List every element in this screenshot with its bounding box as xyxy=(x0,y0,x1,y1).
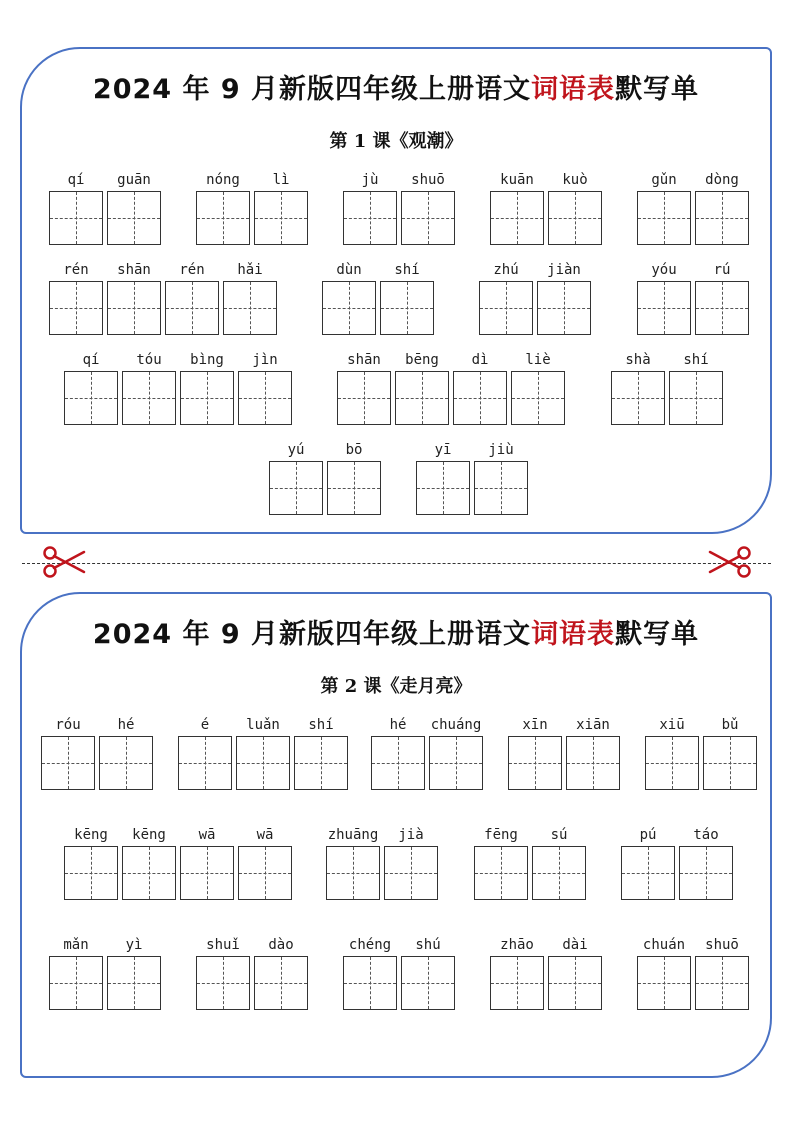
character-cell xyxy=(635,169,693,245)
title-suffix: 默写单 xyxy=(615,619,700,650)
character-cell xyxy=(382,824,440,900)
character-cell xyxy=(488,934,546,1010)
character-cell xyxy=(252,169,310,245)
writing-box[interactable] xyxy=(669,371,723,425)
writing-box[interactable] xyxy=(474,846,528,900)
writing-box[interactable] xyxy=(236,736,290,790)
pinyin-label: bō xyxy=(345,442,363,458)
character-cell xyxy=(194,934,252,1010)
word-group xyxy=(335,349,567,425)
pinyin-label: sú xyxy=(550,827,568,843)
pinyin-label: yì xyxy=(125,937,143,953)
character-cell xyxy=(292,714,350,790)
character-cell xyxy=(47,169,105,245)
worksheet-title xyxy=(22,67,770,106)
character-cell xyxy=(163,259,221,335)
writing-box[interactable] xyxy=(196,956,250,1010)
character-cell xyxy=(546,934,604,1010)
writing-box[interactable] xyxy=(107,956,161,1010)
word-group xyxy=(324,824,440,900)
pinyin-label: jìn xyxy=(252,352,278,368)
writing-box[interactable] xyxy=(474,461,528,515)
writing-box[interactable] xyxy=(165,281,219,335)
pinyin-label: shuō xyxy=(411,172,445,188)
writing-box[interactable] xyxy=(371,736,425,790)
lesson-title: 第 1 课《观潮》 xyxy=(329,131,463,152)
writing-box[interactable] xyxy=(479,281,533,335)
writing-box[interactable] xyxy=(548,191,602,245)
pinyin-label: chuáng xyxy=(430,717,482,733)
writing-box[interactable] xyxy=(703,736,757,790)
word-group xyxy=(341,169,457,245)
pinyin-label: rén xyxy=(63,262,89,278)
character-cell xyxy=(693,169,751,245)
character-cell xyxy=(369,714,427,790)
writing-box[interactable] xyxy=(337,371,391,425)
character-cell xyxy=(667,349,725,425)
writing-box[interactable] xyxy=(99,736,153,790)
word-group xyxy=(414,439,530,515)
writing-box[interactable] xyxy=(238,371,292,425)
pinyin-label: kuò xyxy=(562,172,588,188)
pinyin-label: shuō xyxy=(705,937,739,953)
character-cell xyxy=(335,349,393,425)
writing-box[interactable] xyxy=(401,956,455,1010)
character-cell xyxy=(341,934,399,1010)
word-group xyxy=(635,169,751,245)
pinyin-label: bìng xyxy=(190,352,224,368)
pinyin-label: jiàn xyxy=(547,262,581,278)
pinyin-label: luǎn xyxy=(246,717,280,733)
pinyin-label: rú xyxy=(713,262,731,278)
lesson-title: 第 2 课《走月亮》 xyxy=(320,676,472,697)
character-cell xyxy=(62,349,120,425)
character-cell xyxy=(451,349,509,425)
scissors-icon xyxy=(40,545,86,583)
character-cell xyxy=(509,349,567,425)
word-group xyxy=(176,714,350,790)
title-suffix: 默写单 xyxy=(615,74,700,105)
word-group xyxy=(341,934,457,1010)
writing-box[interactable] xyxy=(416,461,470,515)
pinyin-label: xīn xyxy=(522,717,548,733)
word-group xyxy=(635,259,751,335)
writing-box[interactable] xyxy=(326,846,380,900)
character-cell xyxy=(105,934,163,1010)
pinyin-label: qí xyxy=(67,172,85,188)
character-cell xyxy=(267,439,325,515)
pinyin-label: shuǐ xyxy=(206,937,240,953)
pinyin-label: bǔ xyxy=(721,717,739,733)
writing-box[interactable] xyxy=(178,736,232,790)
writing-box[interactable] xyxy=(490,956,544,1010)
character-cell xyxy=(325,439,383,515)
character-cell xyxy=(236,349,294,425)
character-cell xyxy=(535,259,593,335)
writing-box[interactable] xyxy=(532,846,586,900)
word-group xyxy=(47,169,163,245)
pinyin-label: rén xyxy=(179,262,205,278)
writing-box[interactable] xyxy=(238,846,292,900)
writing-box[interactable] xyxy=(537,281,591,335)
writing-box[interactable] xyxy=(429,736,483,790)
writing-box[interactable] xyxy=(695,281,749,335)
writing-box[interactable] xyxy=(645,736,699,790)
pinyin-label: dùn xyxy=(336,262,362,278)
writing-box[interactable] xyxy=(327,461,381,515)
character-cell xyxy=(194,169,252,245)
title-highlight: 词语表 xyxy=(531,74,616,105)
pinyin-label: hé xyxy=(389,717,407,733)
word-group xyxy=(369,714,485,790)
writing-box[interactable] xyxy=(64,846,118,900)
pinyin-label: táo xyxy=(693,827,719,843)
word-group xyxy=(619,824,735,900)
character-cell xyxy=(619,824,677,900)
worksheet-card-lesson-1 xyxy=(20,47,772,534)
pinyin-label: shān xyxy=(117,262,151,278)
character-cell xyxy=(378,259,436,335)
pinyin-label: chuán xyxy=(642,937,686,953)
character-cell xyxy=(609,349,667,425)
writing-box[interactable] xyxy=(343,956,397,1010)
cut-line xyxy=(22,563,771,564)
pinyin-label: mǎn xyxy=(63,937,89,953)
pinyin-label: gǔn xyxy=(651,172,677,188)
writing-box[interactable] xyxy=(401,191,455,245)
word-group xyxy=(609,349,725,425)
pinyin-label: jiù xyxy=(488,442,514,458)
writing-box[interactable] xyxy=(41,736,95,790)
character-cell xyxy=(320,259,378,335)
writing-box[interactable] xyxy=(254,191,308,245)
character-cell xyxy=(564,714,622,790)
pinyin-label: kuān xyxy=(500,172,534,188)
writing-box[interactable] xyxy=(223,281,277,335)
character-cell xyxy=(399,934,457,1010)
pinyin-label: liè xyxy=(525,352,551,368)
character-cell xyxy=(701,714,759,790)
pinyin-label: zhuāng xyxy=(327,827,379,843)
writing-box[interactable] xyxy=(269,461,323,515)
pinyin-label: shí xyxy=(308,717,334,733)
pinyin-label: zhú xyxy=(493,262,519,278)
pinyin-label: yú xyxy=(287,442,305,458)
pinyin-label: bēng xyxy=(405,352,439,368)
pinyin-label: yī xyxy=(434,442,452,458)
pinyin-label: nóng xyxy=(206,172,240,188)
pinyin-label: pú xyxy=(639,827,657,843)
pinyin-label: hé xyxy=(117,717,135,733)
writing-box[interactable] xyxy=(679,846,733,900)
character-cell xyxy=(105,169,163,245)
character-cell xyxy=(39,714,97,790)
writing-box[interactable] xyxy=(254,956,308,1010)
pinyin-label: chéng xyxy=(348,937,392,953)
word-group xyxy=(47,934,163,1010)
character-cell xyxy=(120,824,178,900)
writing-box[interactable] xyxy=(611,371,665,425)
character-cell xyxy=(47,934,105,1010)
writing-box[interactable] xyxy=(122,846,176,900)
character-cell xyxy=(252,934,310,1010)
character-cell xyxy=(477,259,535,335)
writing-box[interactable] xyxy=(49,956,103,1010)
writing-box[interactable] xyxy=(380,281,434,335)
character-cell xyxy=(643,714,701,790)
pinyin-label: jù xyxy=(361,172,379,188)
pinyin-label: róu xyxy=(55,717,81,733)
character-cell xyxy=(399,169,457,245)
pinyin-label: wā xyxy=(256,827,274,843)
word-group xyxy=(47,259,279,335)
word-group xyxy=(194,169,310,245)
writing-box[interactable] xyxy=(508,736,562,790)
word-group xyxy=(39,714,155,790)
character-cell xyxy=(546,169,604,245)
character-cell xyxy=(105,259,163,335)
writing-box[interactable] xyxy=(196,191,250,245)
pinyin-label: dào xyxy=(268,937,294,953)
writing-box[interactable] xyxy=(511,371,565,425)
writing-box[interactable] xyxy=(343,191,397,245)
character-cell xyxy=(97,714,155,790)
character-cell xyxy=(506,714,564,790)
pinyin-label: wā xyxy=(198,827,216,843)
pinyin-label: dài xyxy=(562,937,588,953)
character-cell xyxy=(234,714,292,790)
character-cell xyxy=(393,349,451,425)
character-cell xyxy=(221,259,279,335)
writing-box[interactable] xyxy=(695,956,749,1010)
pinyin-label: shí xyxy=(683,352,709,368)
title-prefix: 2024 年 9 月新版四年级上册语文 xyxy=(92,619,532,650)
character-cell xyxy=(693,934,751,1010)
writing-box[interactable] xyxy=(322,281,376,335)
character-cell xyxy=(62,824,120,900)
scissors-icon xyxy=(708,545,754,583)
character-cell xyxy=(693,259,751,335)
writing-box[interactable] xyxy=(107,281,161,335)
character-cell xyxy=(178,349,236,425)
pinyin-label: shà xyxy=(625,352,651,368)
writing-box[interactable] xyxy=(294,736,348,790)
writing-box[interactable] xyxy=(107,191,161,245)
character-cell xyxy=(635,259,693,335)
word-group xyxy=(472,824,588,900)
word-group xyxy=(477,259,593,335)
character-cell xyxy=(414,439,472,515)
pinyin-label: shú xyxy=(415,937,441,953)
word-group xyxy=(643,714,759,790)
pinyin-label: hǎi xyxy=(237,262,263,278)
character-cell xyxy=(47,259,105,335)
word-group xyxy=(62,824,294,900)
pinyin-label: dì xyxy=(471,352,489,368)
pinyin-label: jià xyxy=(398,827,424,843)
writing-box[interactable] xyxy=(548,956,602,1010)
word-group xyxy=(62,349,294,425)
writing-box[interactable] xyxy=(180,846,234,900)
character-cell xyxy=(120,349,178,425)
word-group xyxy=(320,259,436,335)
word-group xyxy=(635,934,751,1010)
writing-box[interactable] xyxy=(566,736,620,790)
pinyin-label: xiān xyxy=(576,717,610,733)
pinyin-label: tóu xyxy=(136,352,162,368)
pinyin-label: shān xyxy=(347,352,381,368)
character-cell xyxy=(324,824,382,900)
pinyin-label: lì xyxy=(272,172,290,188)
writing-box[interactable] xyxy=(453,371,507,425)
character-cell xyxy=(488,169,546,245)
character-cell xyxy=(427,714,485,790)
pinyin-label: zhāo xyxy=(500,937,534,953)
writing-box[interactable] xyxy=(395,371,449,425)
writing-box[interactable] xyxy=(695,191,749,245)
pinyin-label: kēng xyxy=(132,827,166,843)
word-group xyxy=(488,934,604,1010)
pinyin-label: dòng xyxy=(705,172,739,188)
writing-box[interactable] xyxy=(64,371,118,425)
title-prefix: 2024 年 9 月新版四年级上册语文 xyxy=(92,74,532,105)
writing-box[interactable] xyxy=(637,956,691,1010)
character-cell xyxy=(472,824,530,900)
writing-box[interactable] xyxy=(490,191,544,245)
word-group xyxy=(194,934,310,1010)
writing-box[interactable] xyxy=(384,846,438,900)
character-cell xyxy=(236,824,294,900)
worksheet-card-lesson-2 xyxy=(20,592,772,1078)
pinyin-label: qí xyxy=(82,352,100,368)
word-group xyxy=(488,169,604,245)
pinyin-label: kēng xyxy=(74,827,108,843)
character-cell xyxy=(530,824,588,900)
pinyin-label: guān xyxy=(117,172,151,188)
pinyin-label: yóu xyxy=(651,262,677,278)
word-group xyxy=(506,714,622,790)
character-cell xyxy=(341,169,399,245)
writing-box[interactable] xyxy=(637,281,691,335)
writing-box[interactable] xyxy=(180,371,234,425)
writing-box[interactable] xyxy=(621,846,675,900)
pinyin-label: fēng xyxy=(484,827,518,843)
pinyin-label: é xyxy=(200,717,210,733)
pinyin-label: shí xyxy=(394,262,420,278)
character-cell xyxy=(472,439,530,515)
writing-box[interactable] xyxy=(637,191,691,245)
pinyin-label: xiū xyxy=(659,717,685,733)
character-cell xyxy=(677,824,735,900)
word-group xyxy=(267,439,383,515)
character-cell xyxy=(176,714,234,790)
writing-box[interactable] xyxy=(122,371,176,425)
worksheet-title xyxy=(22,612,770,651)
writing-box[interactable] xyxy=(49,191,103,245)
character-cell xyxy=(635,934,693,1010)
character-cell xyxy=(178,824,236,900)
title-highlight: 词语表 xyxy=(531,619,616,650)
writing-box[interactable] xyxy=(49,281,103,335)
